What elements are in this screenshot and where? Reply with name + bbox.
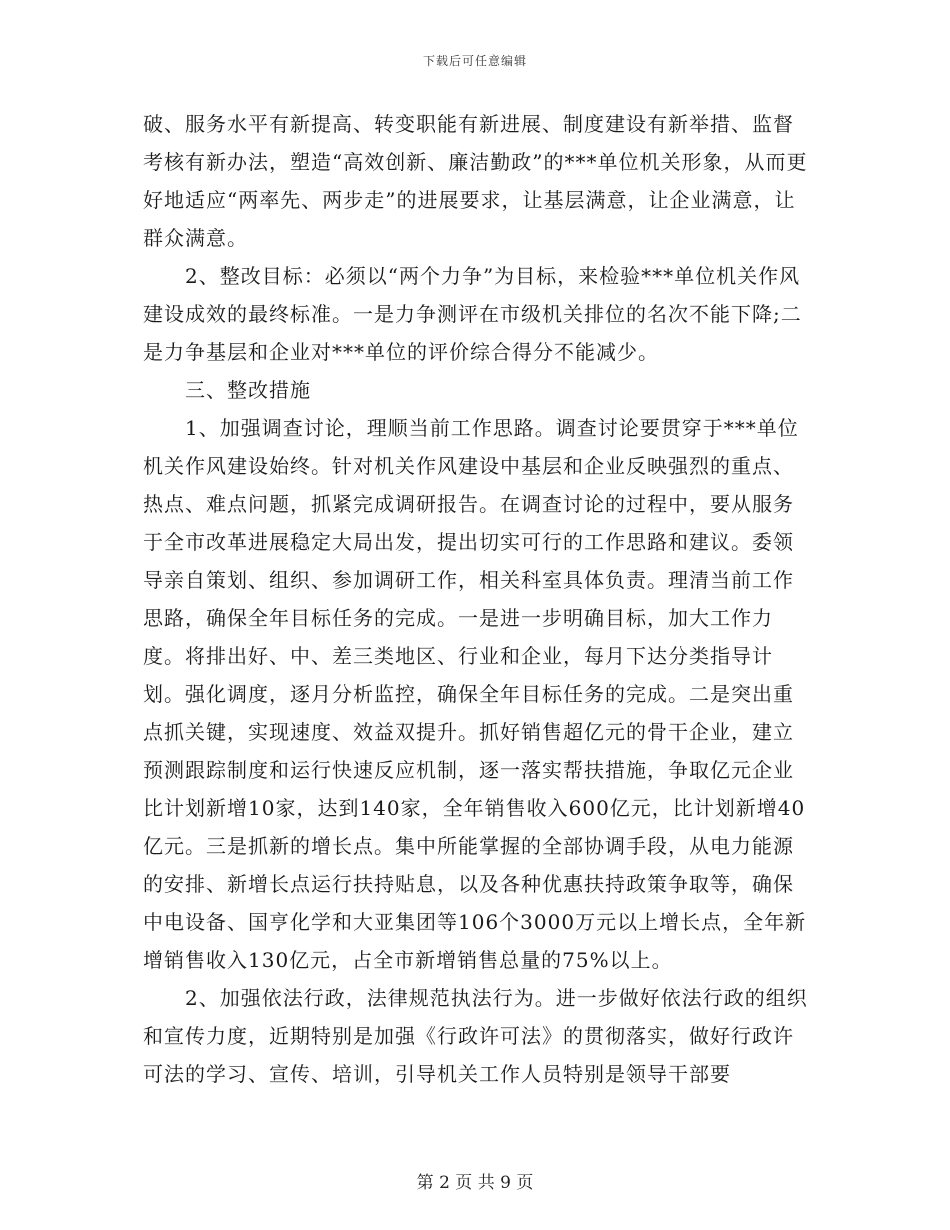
- page-footer: [0, 1168, 950, 1193]
- section-heading-measures: 三、整改措施: [185, 378, 311, 402]
- document-body: [143, 105, 808, 1093]
- paragraph-measure-1: 1、加强调查讨论，理顺当前工作思路。调查讨论要贯穿于***单位机关作风建设始终。针对机关作风建设中基层和企业反映强烈的重点、热点、难点问题，抓紧完成调研报告。在调查讨论的过程中，要从服务于全市改革进展稳定大局出发，提出切实可行的工作思路和建议。委领导亲自策划、组织、参加调研工作，相关科室具体负责。理清当前工作思路，确保全年目标任务的完成。一是进一步明确目标，加大工作力度。将排出好、中、差三类地区、行业和企业，每月下达分类指导计划。强化调度，逐月分析监控，确保全年目标任务的完成。二是突出重点抓关键，实现速度、效益双提升。抓好销售超亿元的骨干企业，建立预测跟踪制度和运行快速反应机制，逐一落实帮扶措施，争取亿元企业比计划新增10家，达到140家，全年销售收入600亿元，比计划新增40亿元。三是抓新的增长点。集中所能掌握的全部协调手段，从电力能源的安排、新增长点运行扶持贴息，以及各种优惠扶持政策争取等，确保中电设备、国亨化学和大亚集团等106个3000万元以上增长点，全年新增销售收入130亿元，占全市新增销售总量的75%以上。: [143, 416, 807, 972]
- paragraph-rectification-goal: 2、整改目标：必须以“两个力争”为目标，来检验***单位机关作风建设成效的最终标准。一是力争测评在市级机关排位的名次不能下降;二是力争基层和企业对***单位的评价综合得分不能减少。: [143, 264, 802, 364]
- paragraph-continuation: 破、服务水平有新提高、转变职能有新进展、制度建设有新举措、监督考核有新办法，塑造“高效创新、廉洁勤政”的***单位机关形象，从而更好地适应“两率先、两步走”的进展要求，让基层满意，让企业满意，让群众满意。: [143, 112, 808, 250]
- page-number-label: 第 2 页 共 9 页: [416, 1173, 534, 1193]
- page-header-note: 下载后可任意编辑: [422, 54, 527, 68]
- paragraph-measure-2: 2、加强依法行政，法律规范执法行为。进一步做好依法行政的组织和宣传力度，近期特别是加强《行政许可法》的贯彻落实，做好行政许可法的学习、宣传、培训，引导机关工作人员特别是领导干部要: [143, 986, 808, 1086]
